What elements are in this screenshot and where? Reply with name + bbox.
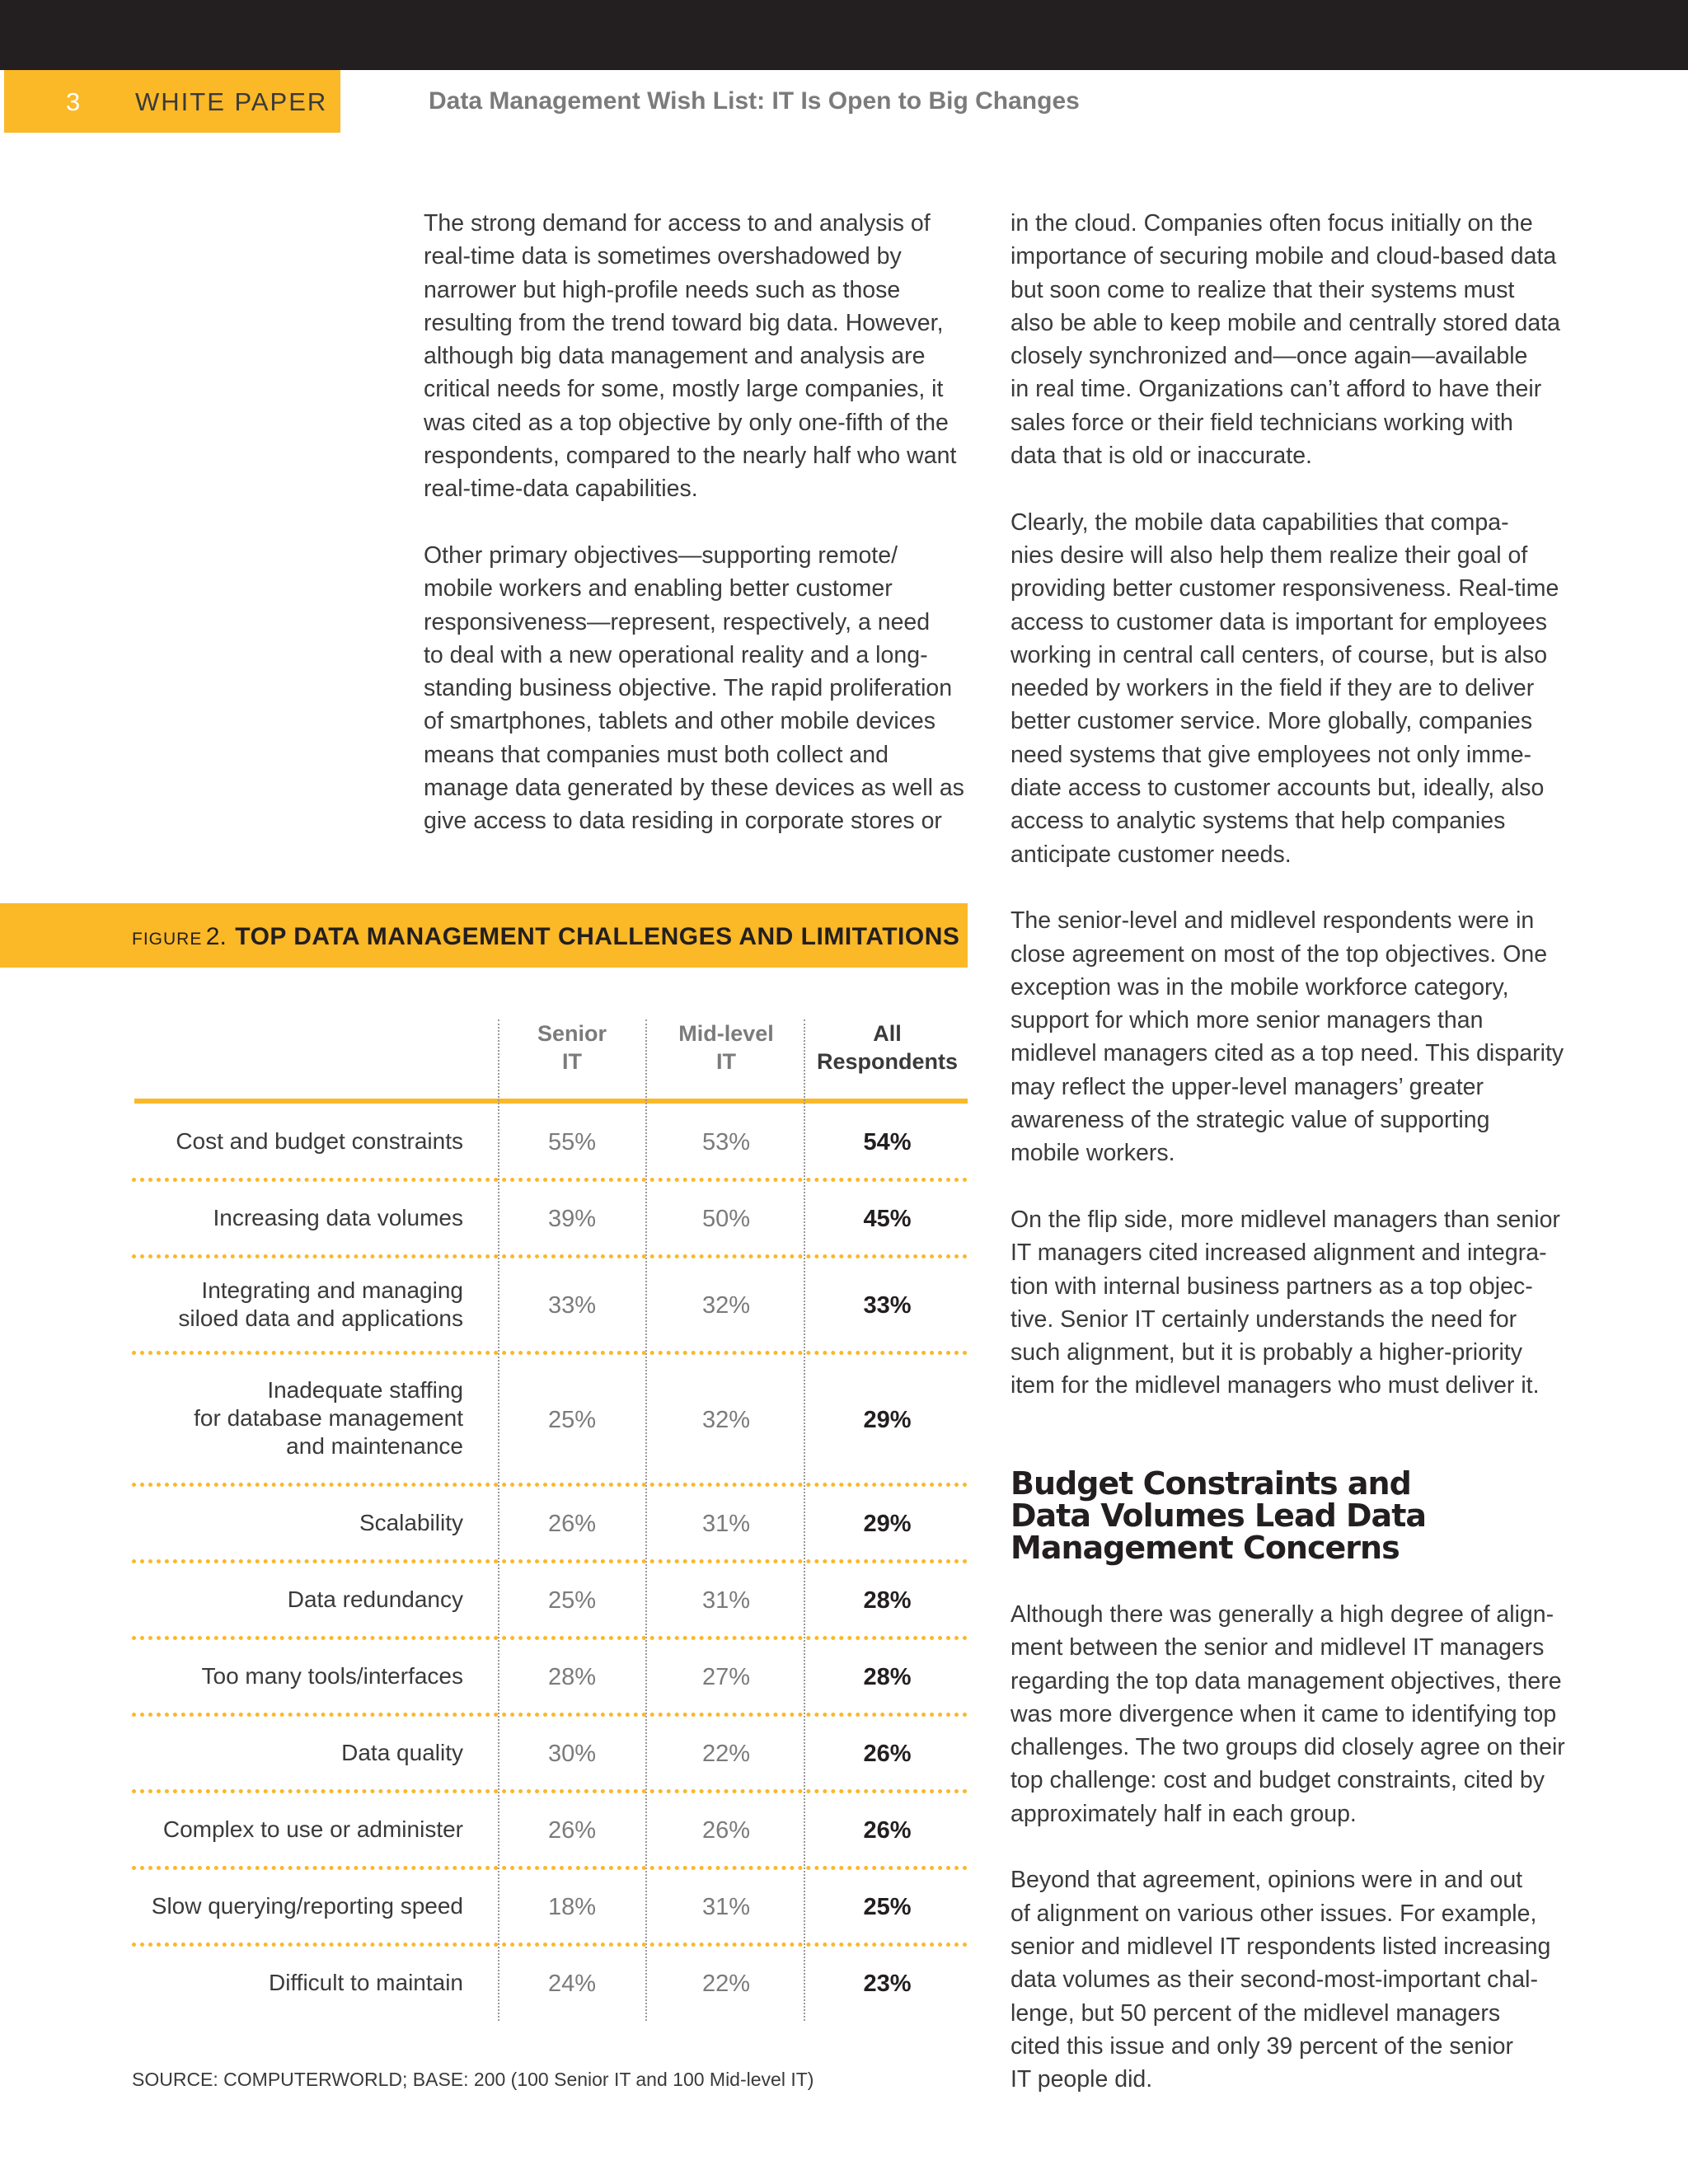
table-row — [0, 1106, 968, 1183]
row-label: Scalability — [359, 1509, 463, 1535]
figure-source: SOURCE: COMPUTERWORLD; BASE: 200 (100 Senior IT and 100 Mid-level IT) — [132, 2069, 814, 2090]
right-column — [1010, 207, 1587, 1436]
figure-label: FIGURE — [132, 930, 203, 949]
cell-value: 25% — [863, 1894, 912, 1920]
column-header: Senior IT — [537, 1021, 607, 1074]
cell-value: 24% — [547, 1971, 597, 1997]
left-column — [424, 207, 976, 871]
cell-value: 29% — [863, 1511, 912, 1537]
row-label: Too many tools/interfaces — [201, 1662, 463, 1689]
cell-value: 31% — [701, 1511, 751, 1537]
table-row — [0, 1564, 968, 1641]
row-label: Inadequate staffing for database management and maintenance — [194, 1377, 463, 1459]
cell-value: 27% — [701, 1664, 751, 1690]
row-label: Data quality — [341, 1739, 463, 1765]
paragraph: On the flip side, more midlevel managers than senior IT managers cited increased alignment and integra- tion with internal business partners as a top objec- tive. Senior IT certainly understands the need for such alignment, but it is probably a higher-priority item for the midlevel managers who must deliver it. — [1010, 1206, 1560, 1399]
cell-value: 31% — [701, 1894, 751, 1920]
cell-value: 22% — [701, 1971, 751, 1997]
row-separator — [132, 1866, 968, 1870]
column-header: Mid-level IT — [678, 1021, 774, 1074]
cell-value: 33% — [863, 1292, 912, 1319]
cell-value: 39% — [547, 1206, 597, 1232]
row-label: Difficult to maintain — [268, 1969, 463, 1995]
page-number: 3 — [66, 87, 81, 116]
figure-title: TOP DATA MANAGEMENT CHALLENGES AND LIMITATIONS — [235, 923, 960, 950]
paragraph: Although there was generally a high degree of align- ment between the senior and midlevel IT managers regarding the top data management objectives, there was more divergence when it came to identifying top challenges. The two groups did closely agree on their top challenge: cost and budget constraints, cited by approximately half in each group. — [1010, 1601, 1565, 1827]
figure-caption — [132, 923, 959, 951]
row-label: Complex to use or administer — [162, 1816, 463, 1842]
cell-value: 54% — [863, 1129, 912, 1155]
cell-value: 25% — [547, 1587, 597, 1614]
document-title: Data Management Wish List: IT Is Open to Big Changes — [429, 87, 1080, 115]
table-row — [0, 1488, 968, 1564]
cell-value: 26% — [547, 1511, 597, 1537]
table-row — [0, 1641, 968, 1718]
cell-value: 23% — [863, 1971, 912, 1997]
figure-number: 2. — [205, 923, 227, 950]
paragraph: in the cloud. Companies often focus initially on the importance of securing mobile and cloud-based data but soon come to realize that their systems must also be able to keep mobile and centrally stored data closely synchronized and—once again—available in real time. Organizations can’t afford to have their sales force or their field technicians working with data that is old or inaccurate. — [1010, 210, 1561, 470]
paragraph: Clearly, the mobile data capabilities that compa- nies desire will also help them realize their goal of providing better customer responsiveness. Real-time access to customer data is important for employees working in central call centers, of course, but is also needed by workers in the field if they are to deliver better customer service. More globally, companies need systems that give employees not only imme- diate access to customer accounts but, ideally, also access to analytic systems that help companies anticipate customer needs. — [1010, 509, 1559, 868]
paragraph: Beyond that agreement, opinions were in and out of alignment on various other issues. For example, senior and midlevel IT respondents listed increasing data volumes as their second-most-important chal- lenge, but 50 percent of the midlevel managers cited this issue and only 39 percent of the senior IT people did. — [1010, 1867, 1551, 2093]
table-row — [0, 1259, 968, 1356]
top-bar — [0, 0, 1688, 70]
cell-value: 28% — [863, 1587, 912, 1614]
paragraph: The senior-level and midlevel respondents were in close agreement on most of the top objectives. One exception was in the mobile workforce category, support for which more senior managers than midlevel managers cited as a top need. This disparity may reflect the upper-level managers’ greater awareness of the strategic value of supporting mobile workers. — [1010, 907, 1564, 1167]
cell-value: 55% — [547, 1129, 597, 1155]
row-label: Integrating and managing siloed data and applications — [178, 1277, 463, 1331]
table-row — [0, 1183, 968, 1259]
table-row — [0, 1718, 968, 1794]
cell-value: 18% — [547, 1894, 597, 1920]
cell-value: 26% — [701, 1817, 751, 1844]
row-separator — [132, 1351, 968, 1355]
right-column-lower — [1010, 1598, 1587, 2130]
column-header: All Respondents — [816, 1021, 959, 1074]
cell-value: 33% — [547, 1292, 597, 1319]
row-separator — [132, 1943, 968, 1947]
cell-value: 26% — [863, 1741, 912, 1767]
cell-value: 31% — [701, 1587, 751, 1614]
paragraph: The strong demand for access to and analysis of real-time data is sometimes overshadowed by narrower but high-profile needs such as those resulting from the trend toward big data. However, although big data management and analysis are critical needs for some, mostly large companies, it was cited as a top objective by only one-fifth of the respondents, compared to the nearly half who want real-time-data capabilities. — [424, 210, 957, 503]
cell-value: 29% — [863, 1406, 912, 1433]
cell-value: 28% — [863, 1664, 912, 1690]
cell-value: 26% — [547, 1817, 597, 1844]
cell-value: 30% — [547, 1741, 597, 1767]
cell-value: 25% — [547, 1406, 597, 1433]
row-separator — [132, 1254, 968, 1258]
row-separator — [132, 1636, 968, 1640]
table-row — [0, 1356, 968, 1488]
row-label: Slow querying/reporting speed — [151, 1892, 463, 1919]
row-separator — [132, 1789, 968, 1793]
cell-value: 45% — [863, 1206, 912, 1232]
cell-value: 32% — [701, 1406, 751, 1433]
row-label: Increasing data volumes — [213, 1204, 463, 1230]
table-row — [0, 1871, 968, 1947]
row-separator — [132, 1559, 968, 1563]
header-rule — [134, 1099, 968, 1104]
cell-value: 32% — [701, 1292, 751, 1319]
section-heading: Budget Constraints and Data Volumes Lead Data Management Concerns — [1010, 1465, 1427, 1566]
cell-value: 22% — [701, 1741, 751, 1767]
table-row — [0, 1794, 968, 1871]
row-separator — [132, 1483, 968, 1487]
section-label: WHITE PAPER — [135, 87, 328, 116]
cell-value: 53% — [701, 1129, 751, 1155]
row-label: Cost and budget constraints — [176, 1127, 463, 1154]
cell-value: 26% — [863, 1817, 912, 1844]
row-separator — [132, 1178, 968, 1182]
row-label: Data redundancy — [287, 1586, 463, 1612]
paragraph: Other primary objectives—supporting remote/ mobile workers and enabling better customer responsiveness—represent, respectively, a need to deal with a new operational reality and a long- standing business objective. The rapid proliferation of smartphones, tablets and other mobile devices means that companies must both collect and manage data generated by these devices as well as give access to data residing in corporate stores or — [424, 541, 964, 835]
row-separator — [132, 1713, 968, 1717]
table-row — [0, 1947, 968, 2024]
cell-value: 50% — [701, 1206, 751, 1232]
cell-value: 28% — [547, 1664, 597, 1690]
